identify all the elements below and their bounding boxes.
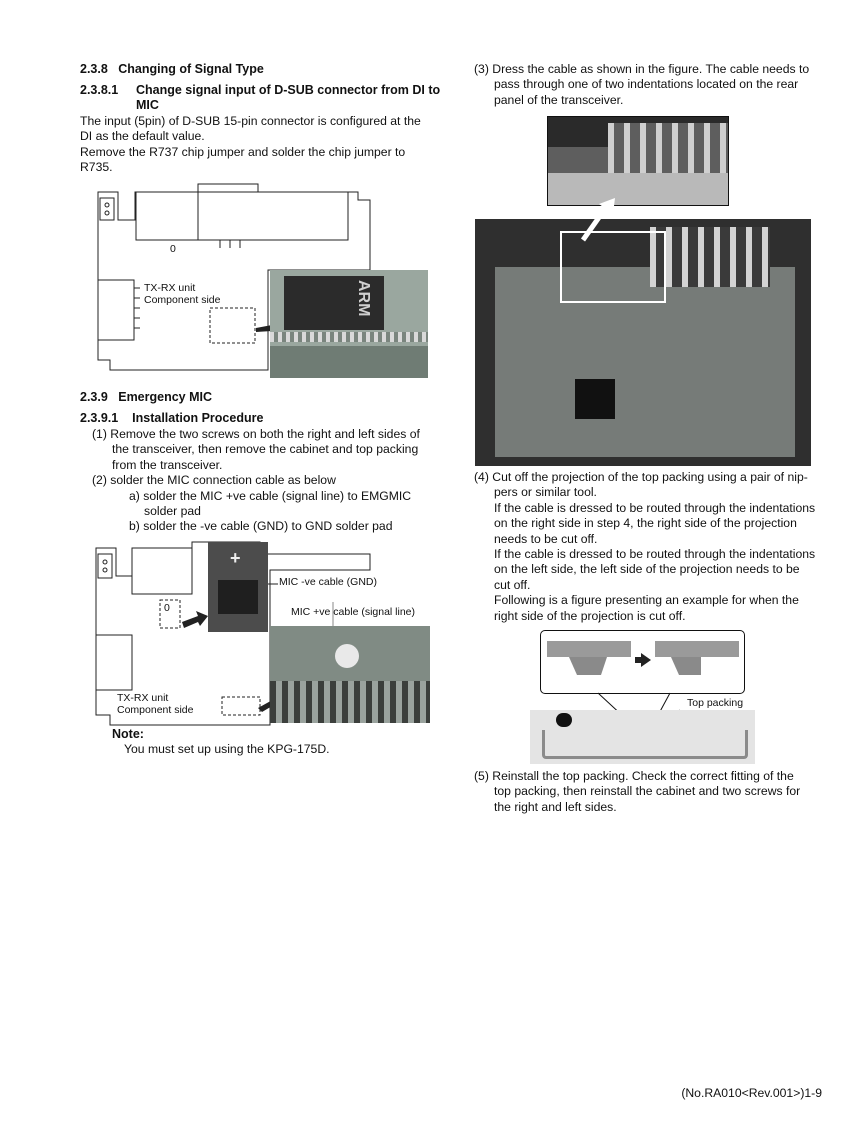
unit-label-line: TX-RX unit (117, 692, 169, 704)
step-line: right side of the projection is cut off. (494, 608, 686, 623)
procedure-steps-1-2 (92, 427, 440, 535)
step-line: on the right side in step 4, the right side of the projection (494, 516, 797, 531)
component-row-image (270, 681, 430, 723)
step-line: needs to be cut off. (494, 531, 598, 546)
packing-frame-image (542, 730, 748, 759)
arrow-overlay (475, 116, 811, 266)
figure-zero-label: 0 (164, 602, 170, 614)
note-text: You must set up using the KPG-175D. (124, 742, 330, 756)
section-heading-2-3-9-1 (80, 411, 263, 426)
procedure-step-5 (474, 769, 822, 815)
figure-cable-dressing (475, 116, 811, 466)
step-line: top packing, then reinstall the cabinet and two screws for (494, 784, 801, 799)
text-line: The input (5pin) of D-SUB 15-pin connector is configured at the (80, 114, 421, 128)
step-line: a) solder the MIC +ve cable (signal line) to EMGMIC (129, 488, 412, 503)
step-line: solder pad (144, 504, 201, 519)
top-packing-label: Top packing (687, 697, 744, 709)
step-line: If the cable is dressed to be routed through the indentations (494, 547, 816, 562)
figure-zero-label: 0 (170, 243, 176, 255)
packing-clip-image (556, 713, 572, 727)
section-heading-2-3-8 (80, 62, 264, 77)
section-heading-2-3-9 (80, 390, 212, 405)
step-line: b) solder the -ve cable (GND) to GND solder pad (129, 519, 393, 534)
step-line: If the cable is dressed to be routed through the indentations (494, 500, 816, 515)
unit-label-line: Component side (144, 294, 221, 306)
step-line: from the transceiver. (112, 457, 223, 472)
step-line: (3) Dress the cable as shown in the figure. The cable needs to (474, 62, 810, 76)
text-line: R735. (80, 160, 113, 175)
text-line: Remove the R737 chip jumper and solder the chip jumper to (80, 144, 406, 159)
figure-top-packing (530, 630, 755, 766)
section-title: Emergency MIC (118, 390, 213, 404)
unit-label-line: TX-RX unit (144, 282, 196, 294)
step-line: (5) Reinstall the top packing. Check the correct fitting of the (474, 769, 794, 783)
section-number: 2.3.9 (80, 390, 108, 404)
transistor-photo (208, 542, 268, 632)
section-title-line: Change signal input of D-SUB connector from DI to (136, 83, 441, 97)
pcb-photo-2 (270, 626, 430, 723)
ic-image (575, 379, 615, 419)
step-line: pass through one of two indentations located on the rear (494, 77, 799, 92)
pad-row (270, 332, 428, 342)
page-footer: (No.RA010<Rev.001>)1-9 (681, 1086, 822, 1100)
board-lower-area (270, 346, 428, 378)
step-line: the transceiver, then remove the cabinet and top packing (112, 442, 419, 457)
figure-unit-label (144, 282, 220, 306)
step-line: cut off. (494, 577, 531, 592)
section-title: Changing of Signal Type (118, 62, 264, 76)
pcb-photo (270, 270, 428, 378)
step-line: (2) solder the MIC connection cable as below (92, 473, 336, 488)
section-heading-2-3-8-1 (80, 83, 450, 113)
section-title: Installation Procedure (132, 411, 264, 425)
step-line: (1) Remove the two screws on both the right and left sides of (92, 427, 420, 441)
note-title: Note: (112, 727, 144, 741)
section-number: 2.3.8 (80, 62, 108, 76)
paragraph-default-input (80, 114, 440, 176)
step-line: pers or similar tool. (494, 485, 597, 500)
procedure-step-3 (474, 62, 822, 108)
unit-label-line: Component side (117, 704, 194, 716)
figure-unit-label (117, 692, 193, 716)
step-line: (4) Cut off the projection of the top packing using a pair of nip- (474, 470, 808, 484)
mic-positive-label: MIC +ve cable (signal line) (291, 606, 416, 618)
text-line: DI as the default value. (80, 129, 205, 144)
step-line: the right and left sides. (494, 799, 617, 814)
section-number: 2.3.9.1 (80, 411, 119, 425)
figure-mic-cable-solder (90, 540, 435, 730)
plus-marking: + (230, 548, 241, 568)
section-number: 2.3.8.1 (80, 83, 119, 97)
transistor-image (218, 580, 258, 614)
solder-pad-image (335, 644, 359, 668)
top-packing-photo (530, 710, 755, 764)
figure-chip-jumper (90, 180, 440, 380)
step-line: panel of the transceiver. (494, 92, 624, 107)
procedure-step-4 (474, 470, 822, 624)
step-line: Following is a figure presenting an example for when the (494, 593, 799, 608)
mic-negative-label: MIC -ve cable (GND) (279, 576, 378, 588)
chip-marking-text: ARM (355, 280, 372, 317)
section-title-line: MIC (136, 98, 159, 112)
step-line: on the left side, the left side of the projection needs to be (494, 562, 800, 577)
